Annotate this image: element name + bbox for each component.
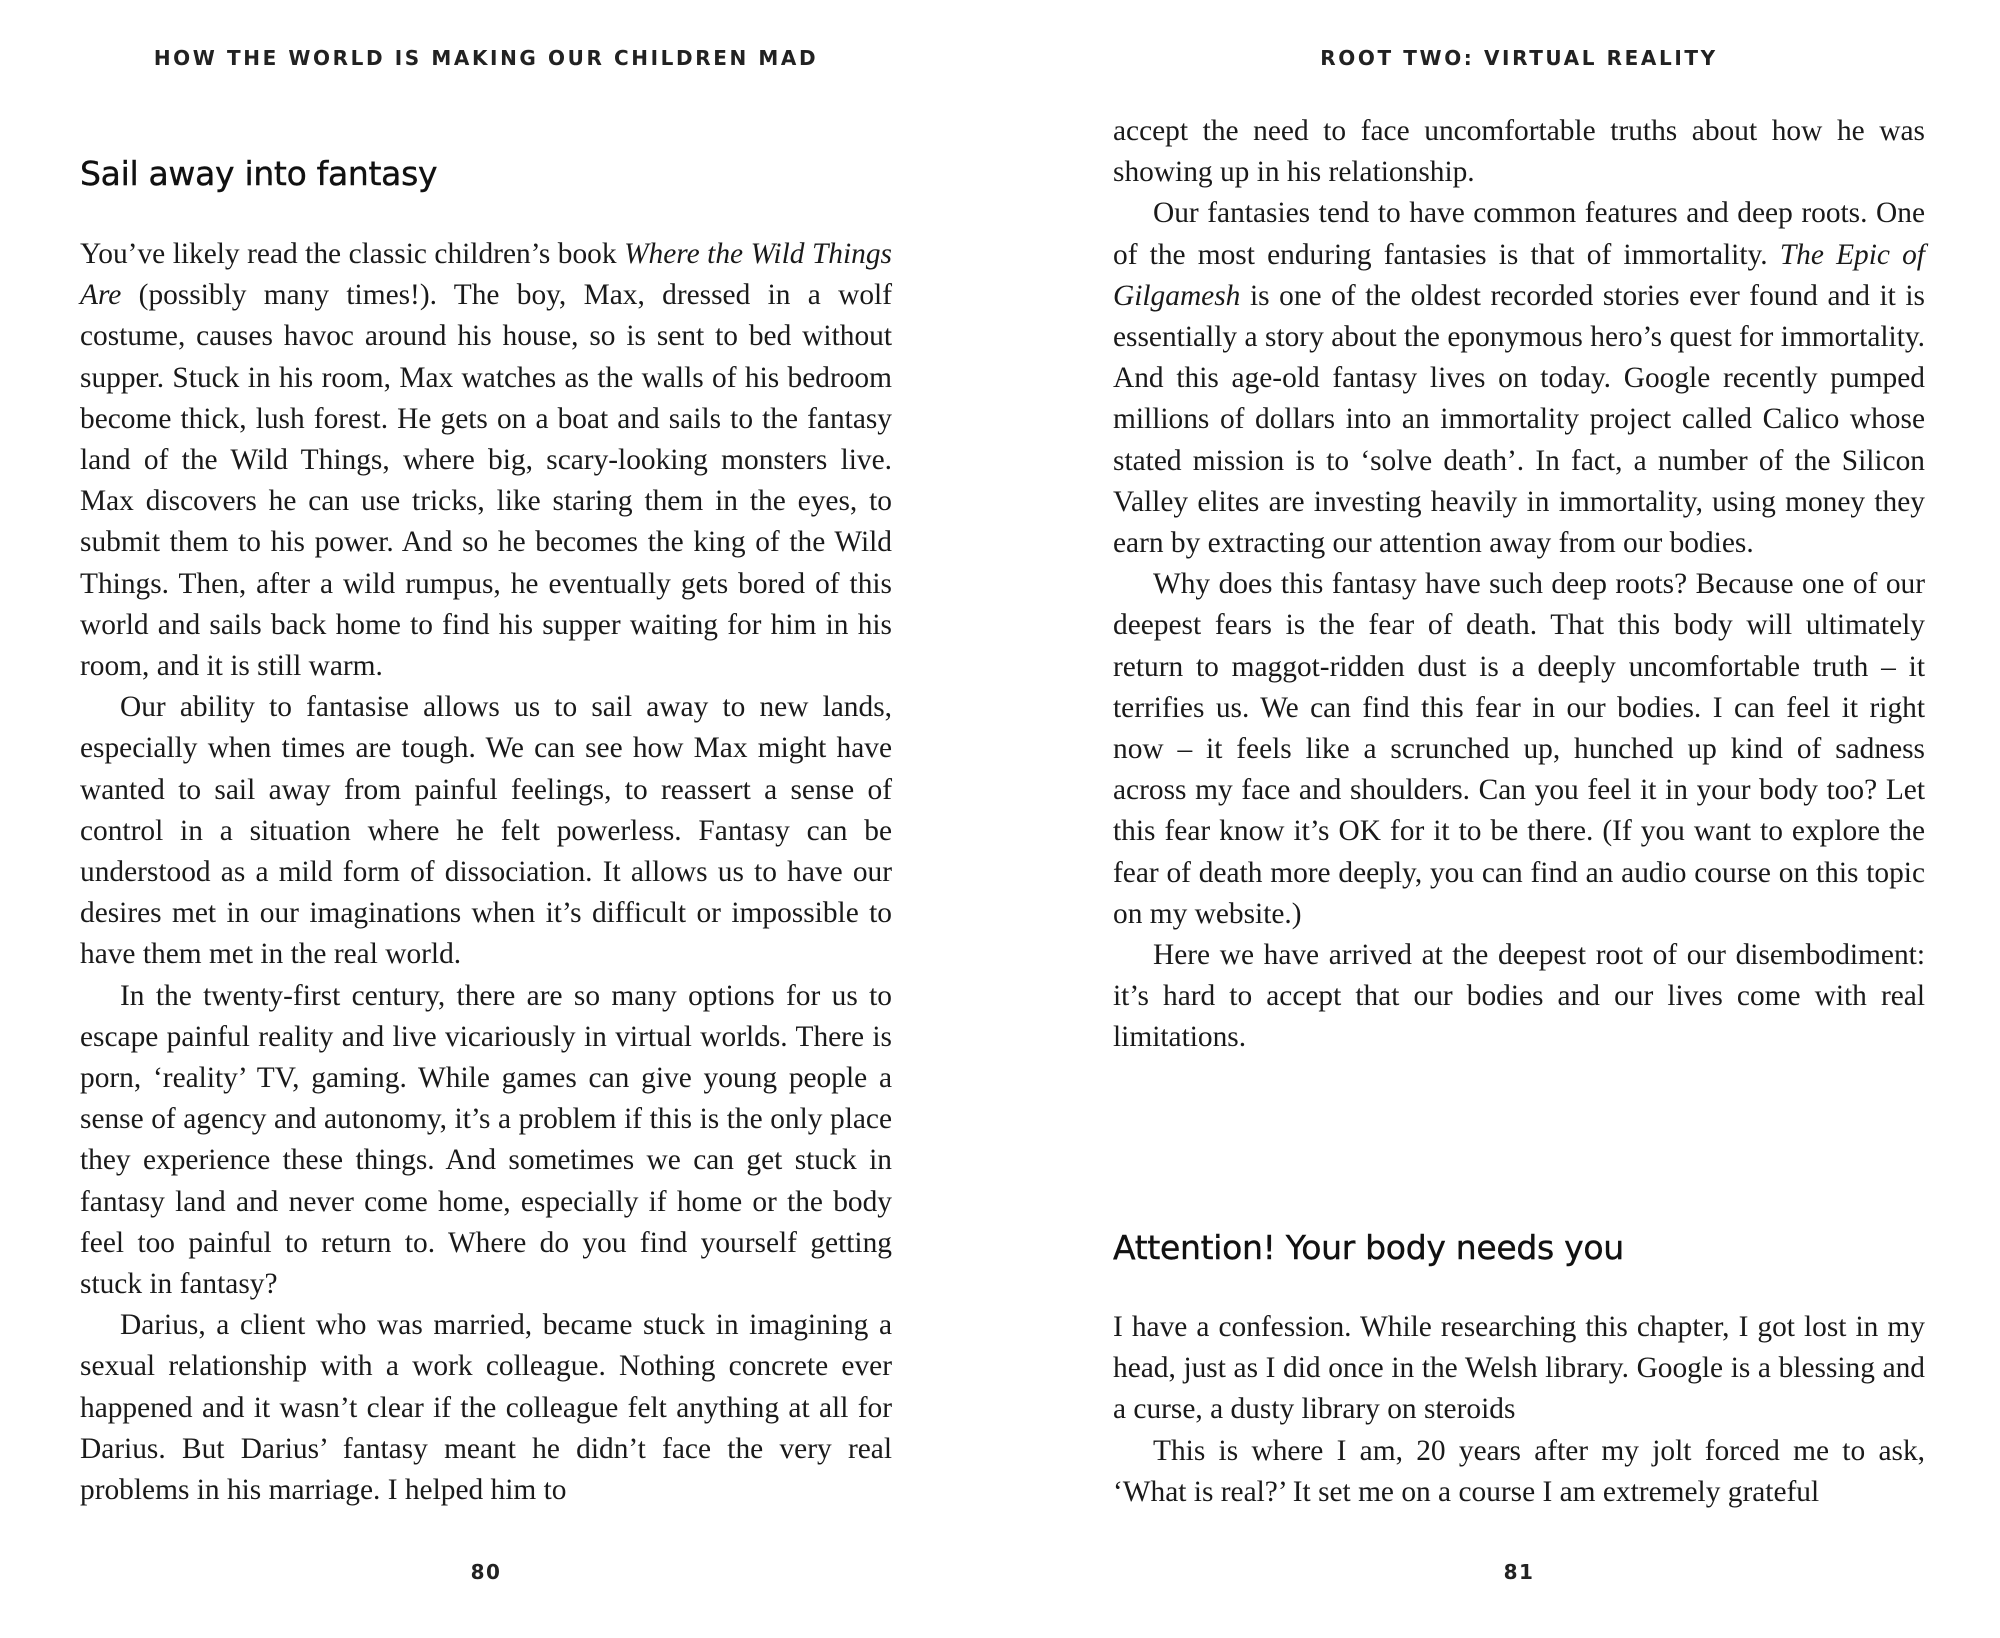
- book-title-where-the-wild-things-are: Where the Wild Things Are: [80, 238, 892, 312]
- right-paragraph-3: Why does this fantasy have such deep roots? Because one of our deepest fears is the fear of death. That this body will ultimately return to maggot-ridden dust is a deeply uncomfortable truth – it terrifies us. We can find this fear in our bodies. I can feel it right now – it feels like a scrunched up, hunched up kind of sadness across my face and shoulders. Can you feel it in your body too? Let this fear know it’s OK for it to be there. (If you want to explore the fear of death more deeply, you can find an audio course on this topic on my website.): [1113, 568, 1925, 930]
- left-page: [80, 0, 892, 1638]
- right-paragraph-4: Here we have arrived at the deepest root of our disembodiment: it’s hard to accept that our bodies and our lives come with real limitations.: [1113, 939, 1925, 1054]
- right-page: [1113, 0, 1925, 1638]
- left-body-text: [80, 234, 892, 1511]
- right-page-number: 81: [1503, 1560, 1535, 1584]
- left-paragraph-3: In the twenty-first century, there are so many options for us to escape painful reality and live vicariously in virtual worlds. There is porn, ‘reality’ TV, gaming. While games can give young people a sense of agency and autonomy, it’s a problem if this is the only place they experience these things. And sometimes we can get stuck in fantasy land and never come home, especially if home or the body feel too painful to return to. Where do you find yourself getting stuck in fantasy?: [80, 979, 892, 1301]
- right-paragraph-5: I have a confession. While researching this chapter, I got lost in my head, just as I did once in the Welsh library. Google is a blessing and a curse, a dusty library on steroids: [1113, 1311, 1925, 1426]
- left-paragraph-2: Our ability to fantasise allows us to sail away to new lands, especially when times are tough. We can see how Max might have wanted to sail away from painful feelings, to reassert a sense of control in a situation where he felt powerless. Fantasy can be understood as a mild form of dissociation. It allows us to have our desires met in our imaginations when it’s difficult or impossible to have them met in the real world.: [80, 691, 892, 971]
- left-running-head: HOW THE WORLD IS MAKING OUR CHILDREN MAD: [153, 46, 819, 70]
- left-paragraph-4: Darius, a client who was married, became stuck in imagining a sexual relationship with a work colleague. Nothing concrete ever happened and it wasn’t clear if the colleague felt anything at all for Darius. But Darius’ fantasy meant he didn’t face the very real problems in his marriage. I helped him to: [80, 1309, 892, 1507]
- left-section-heading: Sail away into fantasy: [80, 154, 438, 193]
- right-paragraph-6: This is where I am, 20 years after my jolt forced me to ask, ‘What is real?’ It set me on a course I am extremely grateful: [1113, 1434, 1925, 1508]
- right-running-head: ROOT TWO: VIRTUAL REALITY: [1320, 46, 1718, 70]
- left-paragraph-1: You’ve likely read the classic children’s book Where the Wild Things Are (possibly many times!). The boy, Max, dressed in a wolf costume, causes havoc around his house, so is sent to bed without supper. Stuck in his room, Max watches as the walls of his bedroom become thick, lush forest. He gets on a boat and sails to the fantasy land of the Wild Things, where big, scary-looking monsters live. Max discovers he can use tricks, like staring them in the eyes, to submit them to his power. And so he becomes the king of the Wild Things. Then, after a wild rumpus, he eventually gets bored of this world and sails back home to find his supper waiting for him in his room, and it is still warm.: [80, 238, 892, 683]
- left-page-number: 80: [470, 1560, 502, 1584]
- right-paragraph-1: accept the need to face uncomfortable truths about how he was showing up in his relationship.: [1113, 115, 1925, 189]
- book-title-epic-of-gilgamesh: The Epic of Gilgamesh: [1113, 238, 1925, 312]
- right-section-heading: Attention! Your body needs you: [1113, 1228, 1624, 1267]
- right-body-text-bottom: [1113, 1307, 1925, 1513]
- right-paragraph-2: Our fantasies tend to have common features and deep roots. One of the most enduring fantasies is that of immortality. The Epic of Gilgamesh is one of the oldest recorded stories ever found and it is essentially a story about the eponymous hero’s quest for immortality. And this age-old fantasy lives on today. Google recently pumped millions of dollars into an immortality project called Calico whose stated mission is to ‘solve death’. In fact, a number of the Silicon Valley elites are investing heavily in immortality, using money they earn by extracting our attention away from our bodies.: [1113, 197, 1925, 560]
- right-body-text-top: [1113, 111, 1925, 1059]
